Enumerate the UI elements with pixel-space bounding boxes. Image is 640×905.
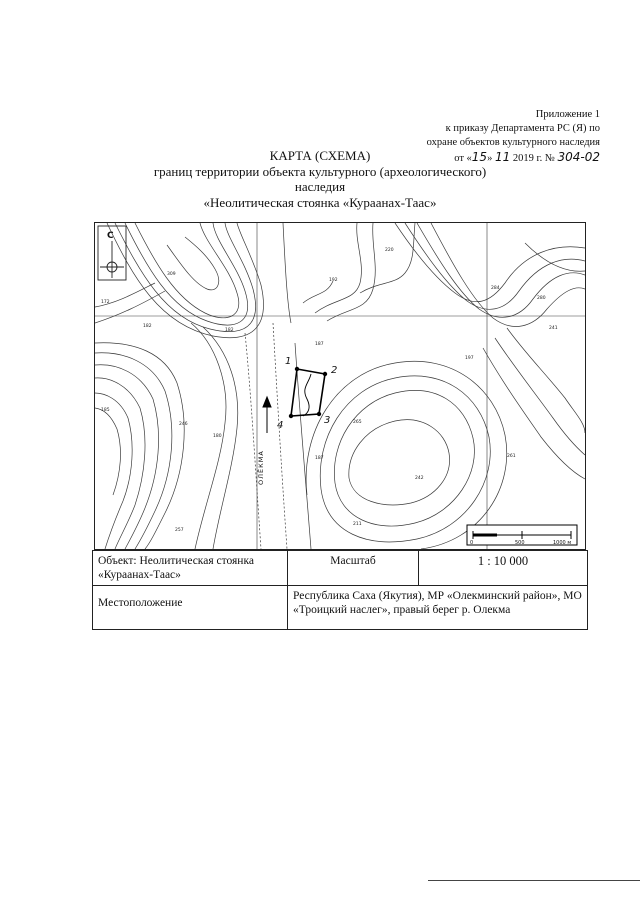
title-line-4: «Неолитическая стоянка «Кураанах-Таас» [203, 194, 437, 210]
title-line-1: КАРТА (СХЕМА) [269, 148, 371, 163]
elevation-label: 182 [143, 324, 152, 329]
elevation-label: 284 [491, 286, 500, 291]
elevation-label: 241 [549, 326, 558, 331]
object-name-cell: Объект: Неолитическая стоянка «Кураанах-Таас» [93, 551, 288, 586]
bottom-rule [428, 880, 640, 881]
elevation-label: 197 [465, 356, 474, 361]
appendix-line-3: охране объектов культурного наследия [426, 137, 600, 148]
site-map [94, 222, 586, 550]
location-label-cell: Местоположение [93, 586, 288, 630]
scale-value-cell: 1 : 10 000 [419, 551, 588, 586]
elevation-label: 187 [315, 456, 324, 461]
elevation-label: 265 [353, 420, 362, 425]
point-4: 4 [277, 420, 284, 431]
point-1: 1 [285, 356, 292, 367]
elevation-label: 187 [315, 342, 324, 347]
point-2: 2 [331, 365, 338, 376]
elevation-label: 246 [179, 422, 188, 427]
appendix-date-line: от «15» 11 2019 г. № 304-02 [454, 150, 600, 164]
location-value-cell: Республика Саха (Якутия), МР «Олекминский район», МО «Троицкий наслег», правый берег р. Олекма [288, 586, 588, 630]
scale-label-0: 0 [470, 540, 474, 546]
scale-label-cell: Масштаб [288, 551, 419, 586]
elevation-label: 185 [101, 408, 110, 413]
compass-label: С [107, 231, 114, 241]
elevation-label: 242 [415, 476, 424, 481]
elevation-label: 220 [385, 248, 394, 253]
elevation-label: 211 [353, 522, 362, 527]
title-line-3: наследия [294, 179, 346, 194]
appendix-line-1: Приложение 1 [535, 109, 600, 120]
title-line-2: границ территории объекта культурного (археологического) [153, 163, 487, 179]
elevation-label: 172 [101, 300, 110, 305]
object-info-table [92, 550, 588, 630]
elevation-label: 180 [213, 434, 222, 439]
river-label: ОЛЁКМА [257, 450, 265, 485]
elevation-label: 309 [167, 272, 176, 277]
point-3: 3 [324, 415, 331, 426]
scale-label-500: 500 [515, 540, 525, 546]
appendix-month: 11 [494, 150, 511, 164]
elevation-label: 280 [537, 296, 546, 301]
elevation-label: 261 [507, 454, 516, 459]
appendix-line-2: к приказу Департамента РС (Я) по [445, 123, 600, 134]
appendix-day: 15 [471, 150, 488, 164]
elevation-label: 257 [175, 528, 184, 533]
document-title [120, 148, 520, 210]
elevation-label: 182 [225, 328, 234, 333]
appendix-number: 304-02 [557, 150, 600, 164]
scale-label-1000: 1000 м [553, 540, 572, 546]
elevation-label: 192 [329, 278, 338, 283]
